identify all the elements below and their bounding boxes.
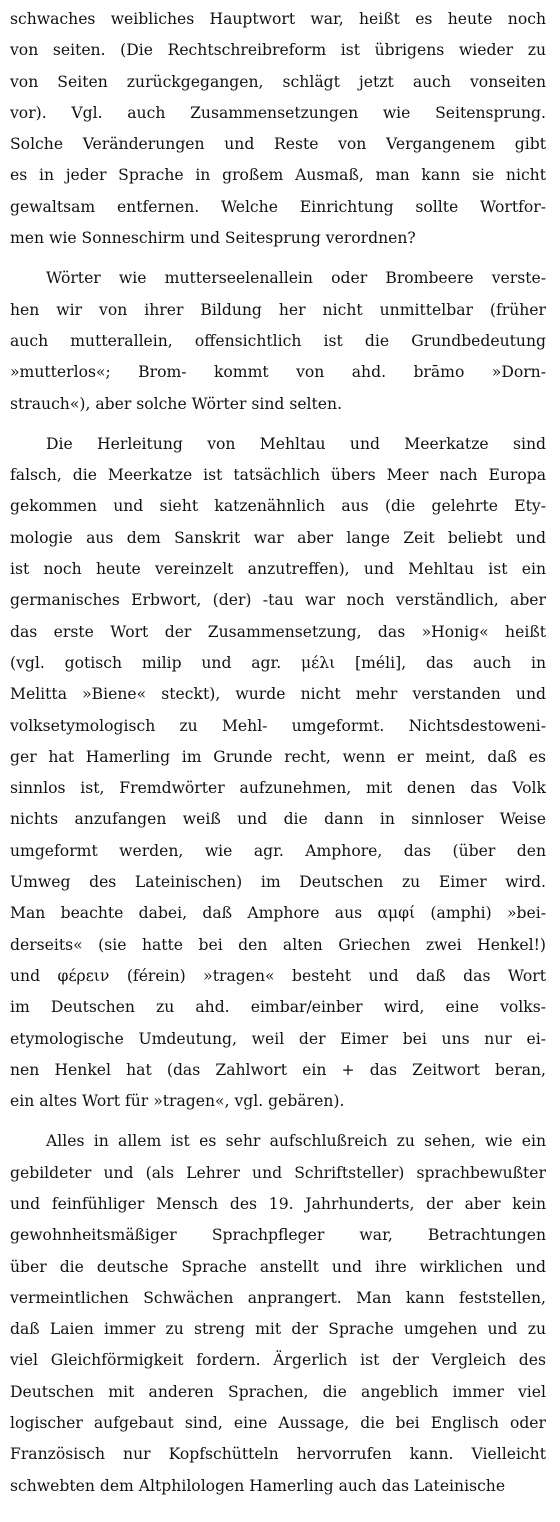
text-line: Solche Veränderungen und Reste von Vergangenem gibt	[10, 135, 546, 154]
text-line: ein altes Wort für »tragen«, vgl. gebären).	[10, 1092, 345, 1111]
paragraph-1	[10, 4, 546, 254]
document-page	[10, 4, 546, 1502]
text-line: Deutschen mit anderen Sprachen, die angeblich immer viel	[10, 1382, 546, 1401]
text-line: hen wir von ihrer Bildung her nicht unmittelbar (früher	[10, 300, 546, 319]
text-line: Wörter wie mutterseelenallein oder Brombeere verste-	[46, 269, 546, 288]
text-line: »mutterlos«; Brom- kommt von ahd. brāmo »Dorn-	[10, 363, 546, 382]
text-line: nen Henkel hat (das Zahlwort ein + das Zeitwort beran,	[10, 1060, 546, 1079]
paragraph-4	[10, 1126, 546, 1502]
text-line: schwaches weibliches Hauptwort war, heißt es heute noch	[10, 10, 546, 28]
text-line: strauch«), aber solche Wörter sind selten.	[10, 394, 343, 413]
text-line: volksetymologisch zu Mehl- umgeformt. Nichtsdestoweni-	[10, 716, 546, 735]
text-line: germanisches Erbwort, (der) -tau war noch verständlich, aber	[10, 591, 546, 610]
text-line: nichts anzufangen weiß und die dann in sinnloser Weise	[10, 810, 546, 829]
text-line: über die deutsche Sprache anstellt und ihre wirklichen und	[10, 1257, 546, 1276]
text-line: von Seiten zurückgegangen, schlägt jetzt auch vonseiten	[10, 72, 546, 91]
text-line: mologie aus dem Sanskrit war aber lange Zeit beliebt und	[10, 528, 546, 547]
text-line: derseits« (sie hatte bei den alten Griechen zwei Henkel!)	[10, 935, 546, 954]
text-line: von seiten. (Die Rechtschreibreform ist übrigens wieder zu	[10, 41, 546, 60]
paragraph-3	[10, 429, 546, 1118]
text-line: men wie Sonneschirm und Seitesprung verordnen?	[10, 229, 416, 248]
text-line: viel Gleichförmigkeit fordern. Ärgerlich ist der Vergleich des	[10, 1351, 546, 1370]
text-line: gewohnheitsmäßiger Sprachpfleger war, Betrachtungen	[10, 1226, 546, 1245]
text-line: Melitta »Biene« steckt), wurde nicht mehr verstanden und	[10, 685, 546, 704]
text-line: ist noch heute vereinzelt anzutreffen), und Mehltau ist ein	[10, 560, 546, 579]
text-line: gewaltsam entfernen. Welche Einrichtung sollte Wortfor-	[10, 197, 546, 216]
text-line: Die Herleitung von Mehltau und Meerkatze sind	[46, 434, 546, 453]
text-line: und φέρειν (férein) »tragen« besteht und daß das Wort	[10, 966, 546, 985]
text-line: ger hat Hamerling im Grunde recht, wenn er meint, daß es	[10, 747, 546, 766]
text-line: gekommen und sieht katzenähnlich aus (die gelehrte Ety-	[10, 497, 546, 516]
text-line: und feinfühliger Mensch des 19. Jahrhunderts, der aber kein	[10, 1194, 546, 1213]
text-line: auch mutterallein, offensichtlich ist die Grundbedeutung	[10, 331, 546, 350]
text-line: falsch, die Meerkatze ist tatsächlich übers Meer nach Europa	[10, 466, 546, 485]
text-line: schwebten dem Altphilologen Hamerling auch das Lateinische	[10, 1476, 506, 1495]
text-line: (vgl. gotisch milip und agr. μέλι [méli], das auch in	[10, 653, 546, 672]
text-line: umgeformt werden, wie agr. Amphore, das (über den	[10, 841, 546, 860]
text-line: gebildeter und (als Lehrer und Schriftsteller) sprachbewußter	[10, 1163, 546, 1182]
text-line: Französisch nur Kopfschütteln hervorrufen kann. Vielleicht	[10, 1445, 546, 1464]
text-line: das erste Wort der Zusammensetzung, das »Honig« heißt	[10, 622, 546, 641]
text-line: sinnlos ist, Fremdwörter aufzunehmen, mit denen das Volk	[10, 779, 546, 798]
text-line: Umweg des Lateinischen) im Deutschen zu Eimer wird.	[10, 873, 546, 892]
text-line: logischer aufgebaut sind, eine Aussage, die bei Englisch oder	[10, 1414, 546, 1433]
text-line: Man beachte dabei, daß Amphore aus αμφί (amphi) »bei-	[10, 904, 546, 923]
text-line: daß Laien immer zu streng mit der Sprache umgehen und zu	[10, 1320, 546, 1339]
text-line: etymologische Umdeutung, weil der Eimer bei uns nur ei-	[10, 1029, 546, 1048]
text-line: Alles in allem ist es sehr aufschlußreich zu sehen, wie ein	[46, 1132, 546, 1151]
text-line: vor). Vgl. auch Zusammensetzungen wie Seitensprung.	[10, 103, 546, 122]
text-line: es in jeder Sprache in großem Ausmaß, man kann sie nicht	[10, 166, 546, 185]
paragraph-2	[10, 263, 546, 419]
text-line: im Deutschen zu ahd. eimbar/einber wird, eine volks-	[10, 998, 546, 1017]
text-line: vermeintlichen Schwächen anprangert. Man kann feststellen,	[10, 1288, 546, 1307]
